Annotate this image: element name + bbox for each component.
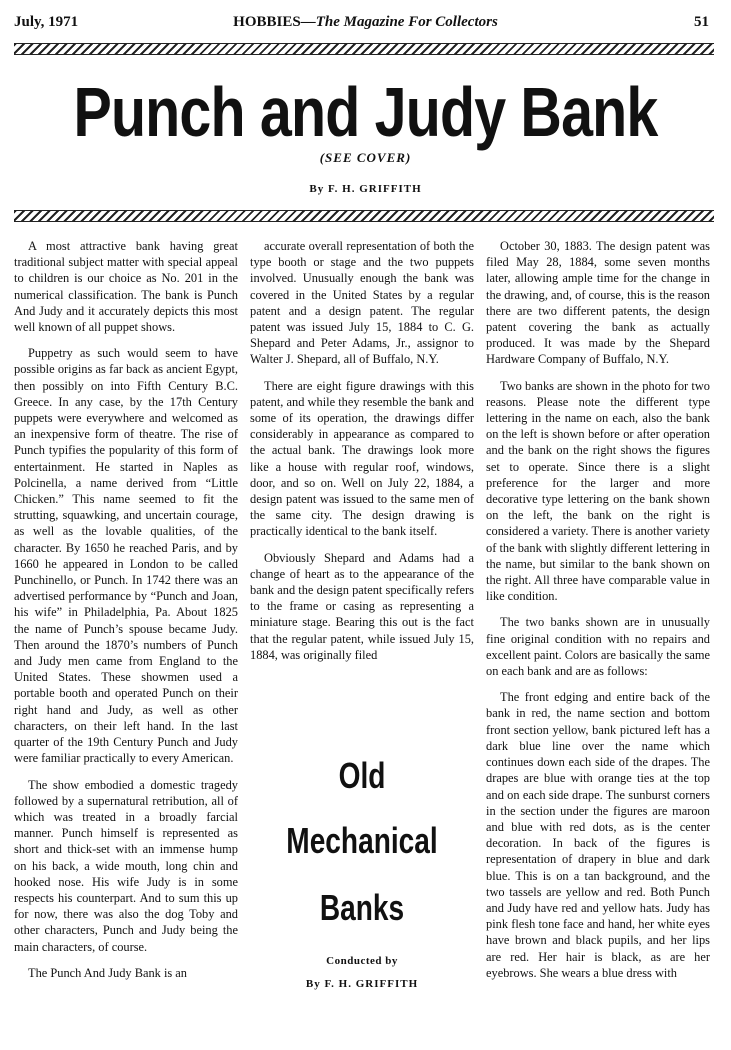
paragraph: accurate overall representation of both the type booth or stage and the two puppets involved. Unusually enough the bank was covered in the United States by a regular patent and a design patent. The regular patent was issued July 15, 1884 to C. G. Shepard and Peter Adams, Jr., assignor to Walter J. Shepard, all of Buffalo, N.Y. <box>250 239 474 367</box>
decorative-rule-bottom <box>14 210 714 222</box>
article-subtitle: (SEE COVER) <box>319 150 412 165</box>
paragraph: Obviously Shepard and Adams had a change of heart as to the appearance of the bank and the design patent specifically refers to the frame or casing as representing a miniature stage. Bearing this out is the fact that the regular patent, while issued July 15, 1884, was originally filed <box>250 550 474 662</box>
paragraph: The two banks shown are in unusually fine original condition with no repairs and excellent paint. Colors are basically the same on each bank and are as follows: <box>486 615 710 679</box>
paragraph: Puppetry as such would seem to have possible origins as far back as ancient Egypt, then possibly on into Fifth Century B.C. Greece. In any case, by the 17th Century puppets were everywhere and welcomed as an inexpensive form of theatre. The rise of Punch typifies the popularity of this form of entertainment. He started in Naples as Polcinella, a name derived from “Little Chicken.” This name seemed to fit the strutting, squawking, and uncertain courage, as well as the lovable qualities, of the character. By 1650 he reached Paris, and by 1660 he appeared in London to be called Punchinello, or Punch. In 1742 there was an advertised performance by “Punch and Joan, his wife” in Philadelphia, Pa. About 1825 the name of Punch’s spouse became Judy. Then around the 1870’s numbers of Punch and Judy men came from England to the United States. These showmen used a portable booth and operated Punch on their right hand and Judy, as well as other characters, on their left hand. In the last quarter of the 19th Century Punch and Judy were familiar practically to every American. <box>14 346 238 766</box>
column-heading-panel <box>250 715 474 1035</box>
paragraph: Two banks are shown in the photo for two reasons. Please note the different type lettering in the name on each, also the bank on the left is shown before or after operation and the bank on the right shows the figures set to operate. Since there is a slight preference for the larger and more decorative type lettering on the bank shown on the left, the bank on the right is considered a variety. There is another variety of the bank with slightly different lettering in the name, but similar to the bank shown on the right. All three have comparable value in like condition. <box>486 378 710 604</box>
magazine-tagline: —The Magazine For Collectors <box>300 14 498 30</box>
paragraph: October 30, 1883. The design patent was filed May 28, 1884, some seven months later, allowing ample time for the change in the drawing, and, of course, this is the reason there are two different patents, the design patent covering the bank as actually produced. It was made by the Shepard Hardware Company of Buffalo, N.Y. <box>486 239 711 367</box>
paragraph: The Punch And Judy Bank is an <box>28 965 188 980</box>
magazine-title <box>0 14 731 31</box>
text-column-2 <box>250 238 474 673</box>
magazine-name: HOBBIES <box>233 14 301 30</box>
panel-conducted-by: Conducted by <box>326 955 398 967</box>
issue-date: July, 1971 <box>14 14 79 30</box>
paragraph: The front edging and entire back of the bank in red, the name section and bottom front section yellow, bank pictured left has a dark blue line over the name which continues down each side of the drapes. The drapes are blue with orange ties at the top and on each side drape. The sunburst corners in the section under the figures are maroon and blue with red dots, as is the center decoration. In back of the figures is representation of drapery in blue and dark blue. This is on a tan background, and the two tassels are yellow and red. Both Punch and Judy have red and yellow hats. Judy has pink flesh tone face and hand, her white eyes have brown and black pupils, and her lips are red. Her hair is black, as are her eyebrows. She wears a blue dress with <box>486 690 710 980</box>
running-header <box>0 6 731 30</box>
paragraph: The show embodied a domestic tragedy followed by a supernatural retribution, all of which was treated in a broadly farcial manner. Punch himself is represented as short and thick-set with an immense hump on his back, a wide mouth, long chin and hooked nose. His wife Judy is in some respects his counterpart. And to sum this up for now, there was also the dog Toby and other characters, Punch and Judy being the main characters, of course. <box>14 777 238 954</box>
text-column-3 <box>486 238 710 991</box>
paragraph: A most attractive bank having great traditional subject matter with special appeal to children is our choice as No. 201 in the numerical classification. The bank is Punch And Judy and it accurately depicts this most well known of all puppet shows. <box>14 239 238 335</box>
text-column-1 <box>14 238 238 991</box>
article-byline: By F. H. GRIFFITH <box>309 183 422 195</box>
paragraph: There are eight figure drawings with this patent, and while they resemble the bank and some of its operation, the drawings differ considerably in appearance as compared to the actual bank. The drawings look more like a house with regular roof, windows, door, and so on. Well on July 22, 1884, a design patent was issued to the same men of the same city. The design drawing is practically identical to the bank itself. <box>250 378 474 539</box>
panel-word-mechanical: Mechanical <box>286 820 438 861</box>
article-title: Punch and Judy Bank <box>73 73 658 151</box>
panel-byline: By F. H. GRIFFITH <box>305 978 419 990</box>
panel-word-banks: Banks <box>319 887 405 928</box>
decorative-rule-top <box>14 43 714 55</box>
panel-word-old: Old <box>338 755 386 796</box>
page-number: 51 <box>694 14 709 30</box>
